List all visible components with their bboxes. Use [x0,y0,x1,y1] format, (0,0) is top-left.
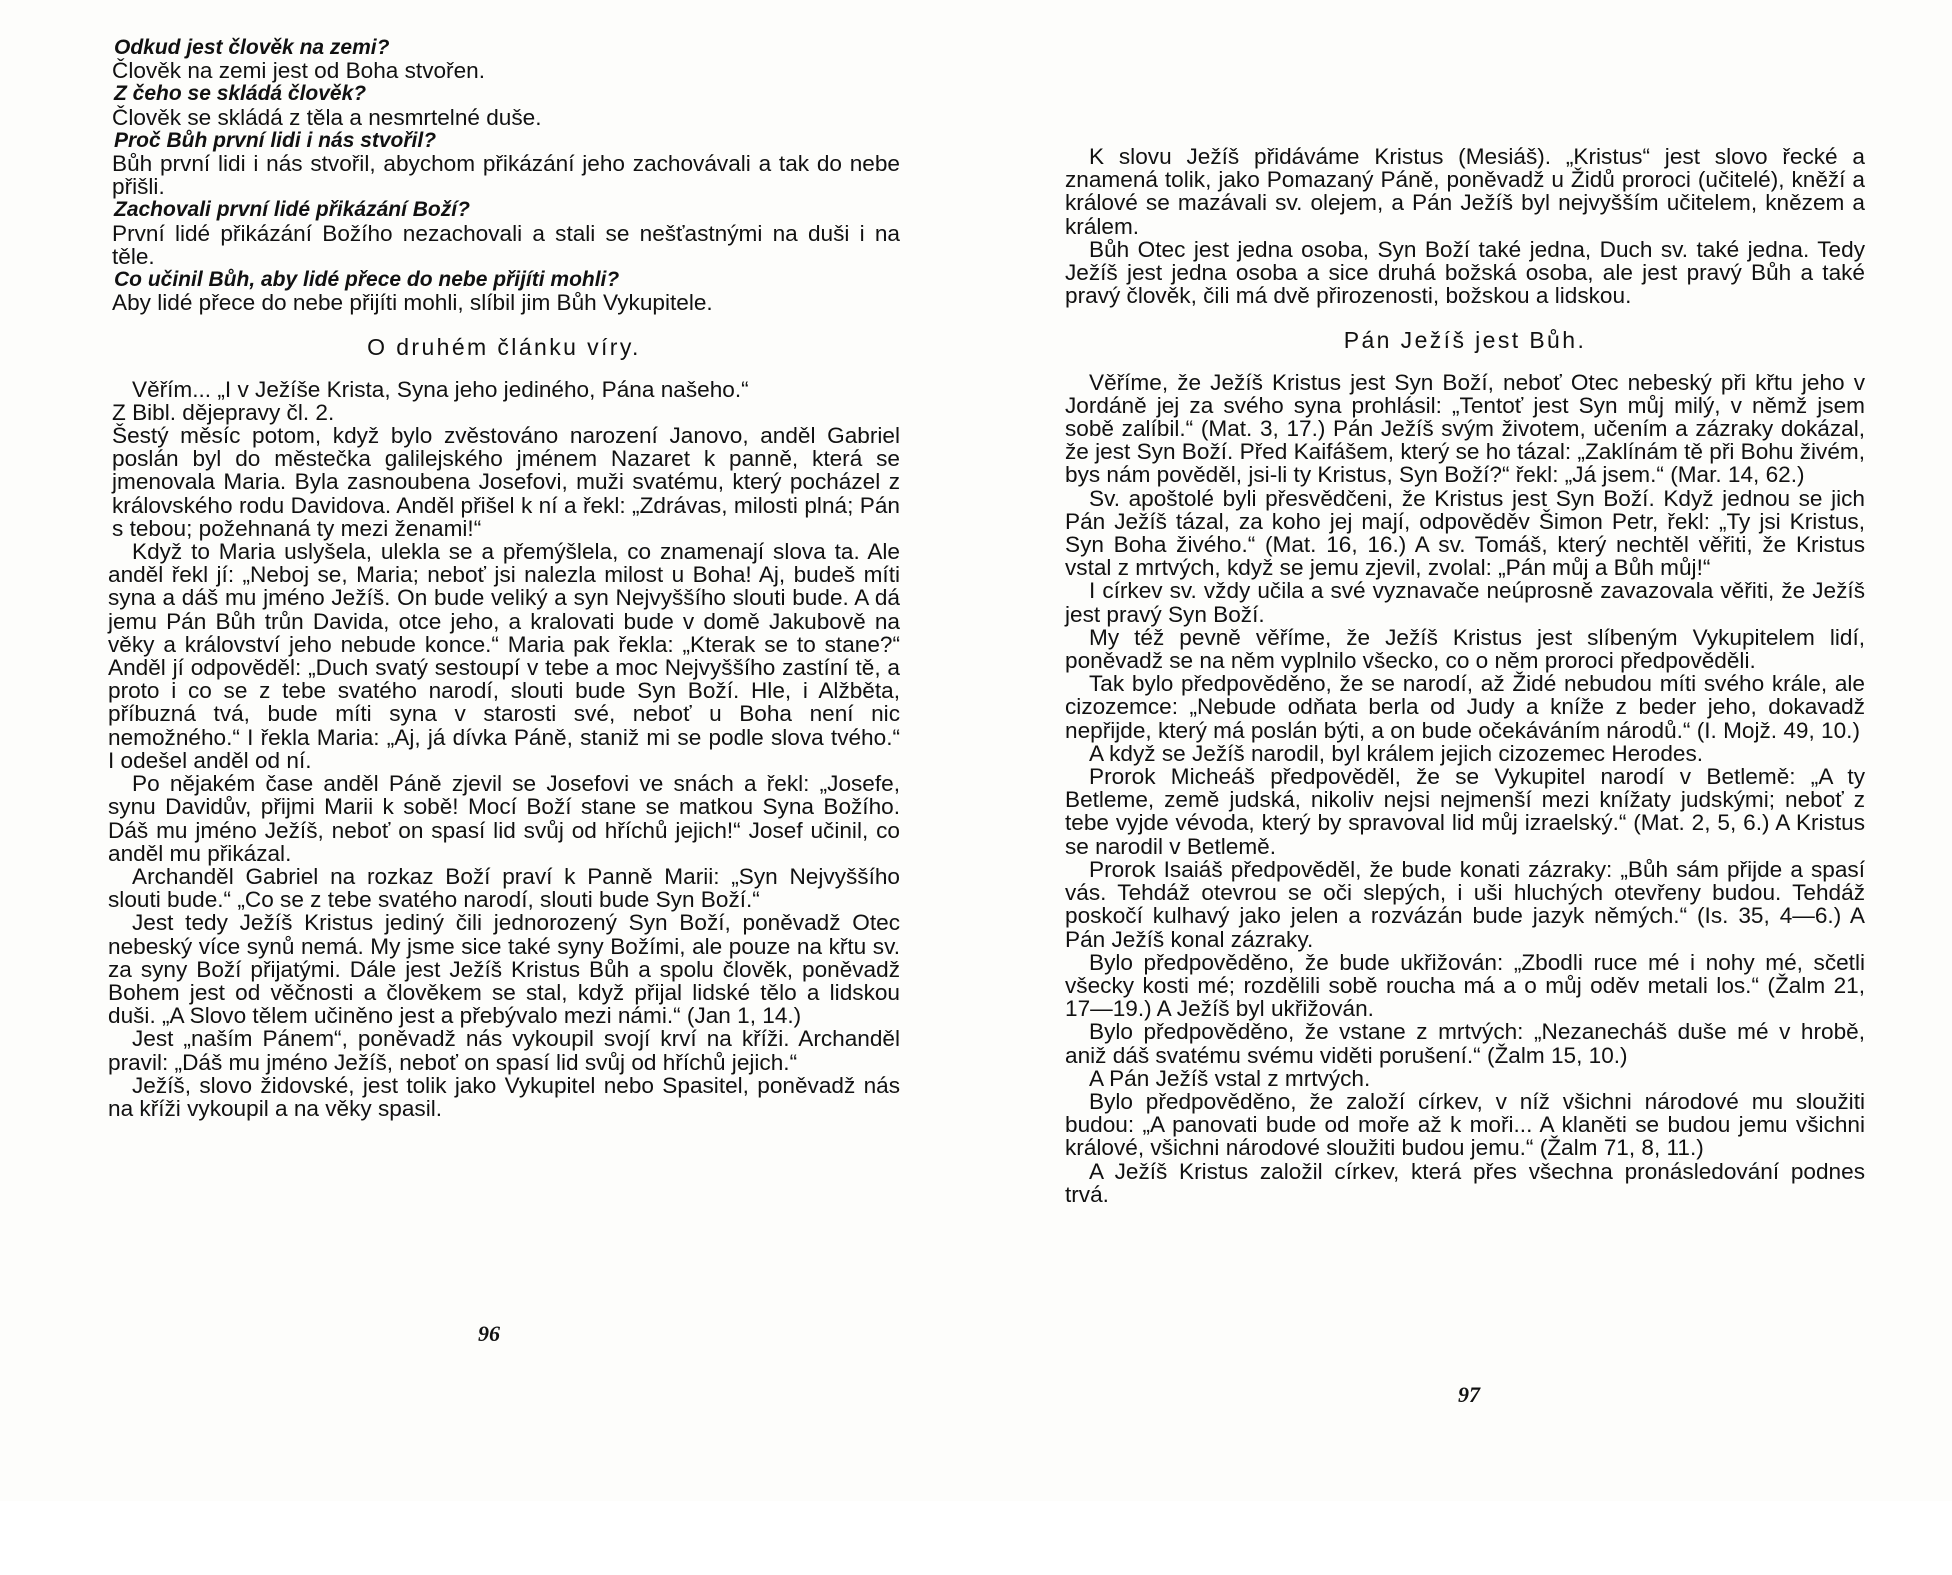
paragraph: My též pevně věříme, že Ježíš Kristus jest slíbeným Vykupitelem lidí, poněvadž se na něm vyplnilo všecko, co o něm proroci předpověděli. [1065,624,1865,674]
paragraph: Člověk na zemi jest od Boha stvořen. [112,58,485,84]
left-page [108,36,900,1466]
right-page [1065,145,1865,1575]
paragraph: Archanděl Gabriel na rozkaz Boží praví k Panně Marii: „Syn Nejvyššího slouti bude.“ „Co se z tebe svatého narodí, slouti bude Syn Boží.“ [108,863,900,913]
right-page-text [1065,145,1865,1206]
catechism-question: Co učinil Bůh, aby lidé přece do nebe přijíti mohli? [114,268,620,292]
paragraph: Bylo předpověděno, že bude ukřižován: „Zbodli ruce mé i nohy mé, sčetli všecky kosti mé; rozdělili sobě roucha má a o můj oděv metali los.“ (Žalm 21, 17—19.) A Ježíš byl ukřižován. [1065,949,1865,1022]
paragraph: Bylo předpověděno, že vstane z mrtvých: „Nezanecháš duše mé v hrobě, aniž dáš svatému svému viděti porušení.“ (Žalm 15, 10.) [1065,1019,1865,1068]
section-heading: O druhém článku víry. [367,334,641,361]
paragraph: Tak bylo předpověděno, že se narodí, až Židé nebudou míti svého krále, ale cizozemce: „Nebude odňata berla od Judy a kníže z beder jeho, dokavadž nepřijde, který má poslán býti, a on bude očekáváním národů.“ (I. Mojž. 49, 10.) [1065,671,1865,743]
paragraph: A když se Ježíš narodil, byl králem jejich cizozemec Herodes. [1089,740,1704,766]
paragraph: Bůh Otec jest jedna osoba, Syn Boží také jedna, Duch sv. také jedna. Tedy Ježíš jest jedna osoba a sice druhá božská osoba, ale jest pravý Bůh a také pravý člověk, čili má dvě přirozenosti, božskou a lidskou. [1065,236,1865,309]
paragraph: Sv. apoštolé byli přesvědčeni, že Kristus jest Syn Boží. Když jednou se jich Pán Ježíš tázal, za koho jej mají, odpověděv Šimon Petr, řekl: „Ty jsi Kristus, Syn Boha živého.“ (Mat. 16, 16.) A sv. Tomáš, který nechtěl věřiti, že Kristus vstal z mrtvých, když se jemu zjevil, zvolal: „Pán můj a Bůh můj!“ [1065,485,1865,581]
paragraph: Ježíš, slovo židovské, jest tolik jako Vykupitel nebo Spasitel, poněvadž nás na kříži vykoupil a na věky spasil. [108,1072,900,1121]
paragraph: A Ježíš Kristus založil církev, která přes všechna pronásledování podnes trvá. [1065,1158,1865,1207]
section-heading: Pán Ježíš jest Bůh. [1343,327,1587,354]
page-number-left: 96 [478,1321,500,1346]
paragraph: A Pán Ježíš vstal z mrtvých. [1089,1065,1371,1091]
paragraph: Věříme, že Ježíš Kristus jest Syn Boží, neboť Otec nebeský při křtu jeho v Jordáně jej za svého syna prohlásil: „Tentoť jest Syn můj milý, v němž jsem sobě zalíbil.“ (Mat. 3, 17.) Pán Ježíš svým životem, učením a zázraky dokázal, že jest Syn Boží. Před Kaifášem, který se ho tázal: „Zaklínám tě při Bohu živém, bys nám pověděl, jsi-li ty Kristus, Syn Boží?“ řekl: „Já jsem.“ (Mar. 14, 62.) [1065,369,1865,488]
catechism-question: Z čeho se skládá člověk? [114,82,367,106]
paragraph: Z Bibl. dějepravy čl. 2. [112,399,335,425]
paragraph: I církev sv. vždy učila a své vyznavače neúprosně zavazovala věřiti, že Ježíš jest pravý Syn Boží. [1065,578,1865,627]
paragraph: Bůh první lidi i nás stvořil, abychom přikázání jeho zachovávali a tak do nebe přišli. [112,151,900,200]
left-page-text [108,36,900,1120]
paragraph: Jest „naším Pánem“, poněvadž nás vykoupil svojí krví na kříži. Archanděl pravil: „Dáš mu jméno Ježíš, neboť on spasí lid svůj od hříchů jejich.“ [108,1026,900,1075]
paragraph: Věřím... „I v Ježíše Krista, Syna jeho jediného, Pána našeho.“ [132,376,749,402]
catechism-question: Proč Bůh první lidi i nás stvořil? [114,128,437,152]
catechism-question: Zachovali první lidé přikázání Boží? [114,198,470,222]
page-number-right: 97 [1458,1382,1480,1407]
paragraph: Prorok Isaiáš předpověděl, že bude konati zázraky: „Bůh sám přijde a spasí vás. Tehdáž otevrou se oči slepých, i uši hluchých otevřeny budou. Tehdáž poskočí kulhavý jako jelen a rozvázán bude jazyk němých.“ (Is. 35, 4—6.) A Pán Ježíš konal zázraky. [1065,856,1865,952]
paragraph: Člověk se skládá z těla a nesmrtelné duše. [112,104,542,130]
paragraph: Aby lidé přece do nebe přijíti mohli, slíbil jim Bůh Vykupitele. [112,290,713,316]
paragraph: Po nějakém čase anděl Páně zjevil se Josefovi ve snách a řekl: „Josefe, synu Davidův, přijmi Marii k sobě! Mocí Boží stane se matkou Syna Božího. Dáš mu jméno Ježíš, neboť on spasí lid svůj od hříchů jejich!“ Josef učinil, co anděl mu přikázal. [108,771,900,866]
paragraph: Šestý měsíc potom, když bylo zvěstováno narození Janovo, anděl Gabriel poslán byl do městečka galilejského jménem Nazaret k panně, která se jmenovala Maria. Byla zasnoubena Josefovi, muži svatému, který pocházel z královského rodu Davidova. Anděl přišel k ní a řekl: „Zdrávas, milosti plná; Pán s tebou; požehnaná ty mezi ženami!“ [112,423,900,541]
paragraph: K slovu Ježíš přidáváme Kristus (Mesiáš). „Kristus“ jest slovo řecké a znamená tolik, jako Pomazaný Páně, poněvadž u Židů proroci (učitelé), kněží a králové se mazávali sv. olejem, a Pán Ježíš byl nejvyšším učitelem, knězem a králem. [1065,144,1865,239]
paragraph: Prorok Micheáš předpověděl, že se Vykupitel narodí v Betlemě: „A ty Betleme, země judská, nikoliv nejsi nejmenší mezi knížaty judskými; neboť z tebe vyjde vévoda, který by spravoval lid můj izraelský.“ (Mat. 2, 5, 6.) A Kristus se narodil v Betlemě. [1065,764,1865,859]
paragraph: Bylo předpověděno, že založí církev, v níž všichni národové mu sloužiti budou: „A panovati bude od moře až k moři... A klaněti se budou jemu všichni králové, všichni národové sloužiti budou jemu.“ (Žalm 71, 8, 11.) [1065,1088,1865,1161]
paragraph: Když to Maria uslyšela, ulekla se a přemýšlela, co znamenají slova ta. Ale anděl řekl jí: „Neboj se, Maria; neboť jsi nalezla milost u Boha! Aj, budeš míti syna a dáš mu jméno Ježíš. On bude veliký a syn Nejvyššího slouti bude. A dá jemu Pán Bůh trůn Davida, otce jeho, a kralovati bude v domě Jakubově na věky a království jeho nebude konce.“ Maria pak řekla: „Kterak se to stane?“ Anděl jí odpověděl: „Duch svatý sestoupí v tebe a moc Nejvyššího zastíní tě, a proto i co se z tebe svatého narodí, slouti bude Syn Boží. Hle, i Alžběta, příbuzná tvá, bude míti syna v starosti své, neboť u Boha není nic nemožného.“ I řekla Maria: „Aj, já dívka Páně, staniž mi se podle slova tvého.“ I odešel anděl od ní. [108,539,900,773]
paragraph: První lidé přikázání Božího nezachovali a stali se nešťastnými na duši i na těle. [112,220,900,269]
catechism-question: Odkud jest člověk na zemi? [114,36,390,59]
paragraph: Jest tedy Ježíš Kristus jediný čili jednorozený Syn Boží, poněvadž Otec nebeský více synů nemá. My jsme sice také syny Božími, ale pouze na křtu sv. za syny Boží přijatými. Dále jest Ježíš Kristus Bůh a spolu člověk, poněvadž Bohem jest od věčnosti a člověkem se stal, když přijal lidské tělo a lidskou duši. „A Slovo tělem učiněno jest a přebývalo mezi námi.“ (Jan 1, 14.) [108,910,900,1029]
